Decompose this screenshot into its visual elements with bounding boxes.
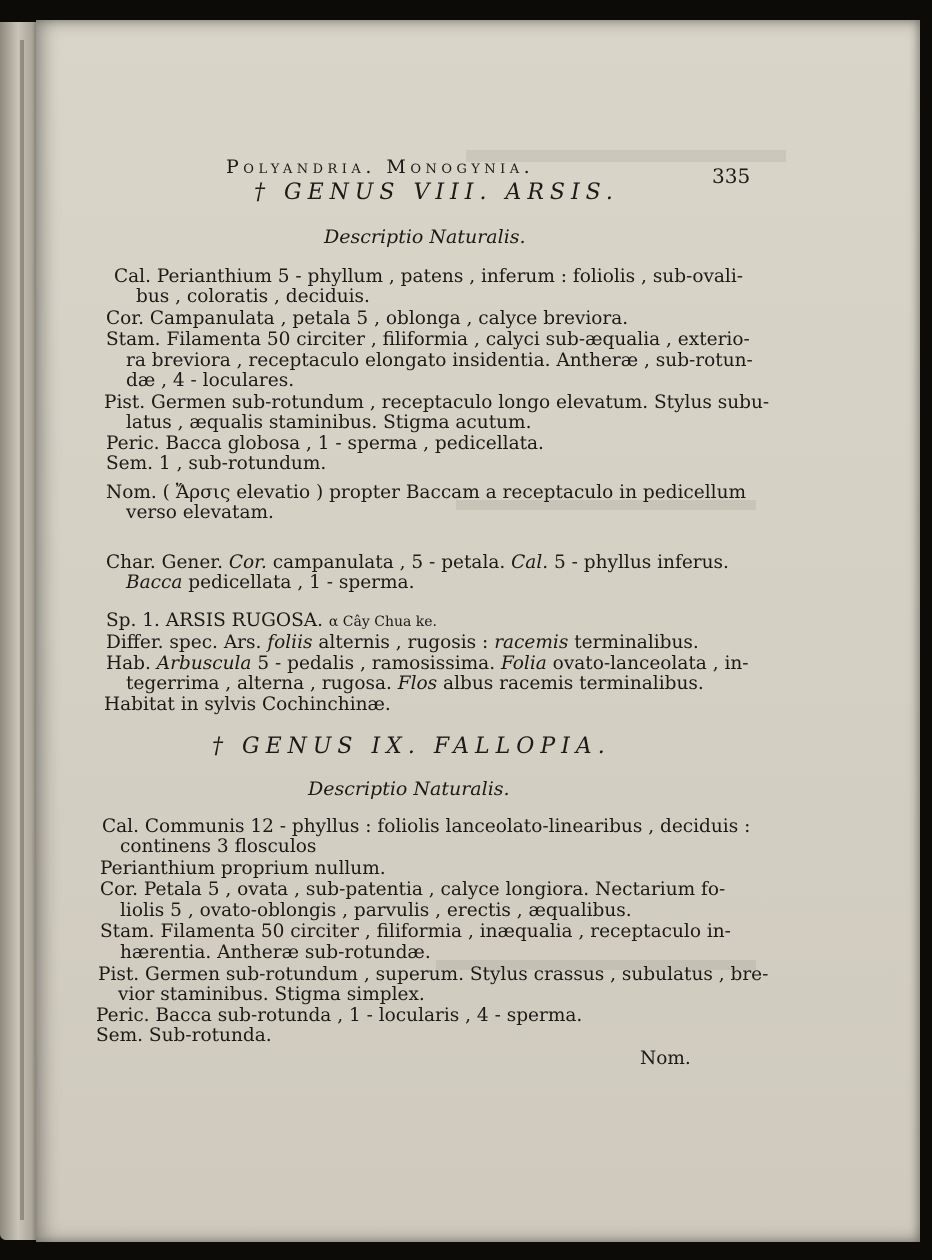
text-line: Sem. 1 , sub-rotundum. bbox=[106, 453, 327, 474]
hab-line bbox=[106, 653, 749, 675]
text-line: Stam. Filamenta 50 circiter , filiformia , calyci sub-æqualia , exterio- bbox=[106, 329, 750, 350]
char-gener-line bbox=[106, 552, 729, 574]
hab-term: Flos bbox=[397, 673, 438, 694]
catchword: Nom. bbox=[640, 1048, 691, 1069]
text-line: Pist. Germen sub-rotundum , superum. Stylus crassus , subulatus , bre- bbox=[98, 964, 769, 985]
species-line bbox=[106, 610, 437, 633]
text-line: dæ , 4 - loculares. bbox=[126, 370, 295, 391]
text-line: hærentia. Antheræ sub-rotundæ. bbox=[120, 942, 431, 963]
differ-term: racemis bbox=[494, 632, 569, 653]
text-line: bus , coloratis , deciduis. bbox=[136, 286, 370, 307]
char-term: Cal. bbox=[511, 552, 549, 573]
facing-page-shadow bbox=[20, 40, 24, 1220]
species-name: Sp. 1. ARSIS RUGOSA. bbox=[106, 610, 324, 631]
habitat-line: Habitat in sylvis Cochinchinæ. bbox=[104, 694, 391, 715]
char-gener-line bbox=[126, 572, 414, 594]
text-line: vior staminibus. Stigma simplex. bbox=[118, 984, 425, 1005]
text-line: ra breviora , receptaculo elongato insidentia. Antheræ , sub-rotun- bbox=[126, 350, 753, 371]
differ-text: terminalibus. bbox=[568, 632, 699, 653]
book-page bbox=[36, 20, 920, 1242]
genus-viii-subtitle: Descriptio Naturalis. bbox=[324, 226, 526, 248]
hab-term: Arbuscula bbox=[156, 653, 252, 674]
species-vernacular: α Cây Chua ke. bbox=[328, 614, 437, 630]
text-line: Peric. Bacca globosa , 1 - sperma , pedicellata. bbox=[106, 433, 544, 454]
differ-term: foliis bbox=[267, 632, 313, 653]
genus-ix-title: † GENUS IX. FALLOPIA. bbox=[212, 734, 611, 759]
text-line: Cor. Petala 5 , ovata , sub-patentia , calyce longiora. Nectarium fo- bbox=[100, 879, 726, 900]
text-line: Cal. Communis 12 - phyllus : foliolis lanceolato-linearibus , deciduis : bbox=[102, 816, 751, 837]
hab-line bbox=[126, 673, 704, 695]
genus-ix-subtitle: Descriptio Naturalis. bbox=[308, 778, 510, 800]
char-label: Char. Gener. bbox=[106, 552, 229, 573]
differ-line bbox=[106, 632, 699, 654]
running-head: Polyandria. Monogynia. bbox=[226, 156, 535, 178]
char-term: Cor. bbox=[228, 552, 267, 573]
char-text: pedicellata , 1 - sperma. bbox=[182, 572, 415, 593]
nom-line: verso elevatam. bbox=[126, 502, 274, 523]
char-text: 5 - phyllus inferus. bbox=[548, 552, 729, 573]
hab-text: albus racemis terminalibus. bbox=[437, 673, 704, 694]
text-line: Cal. Perianthium 5 - phyllum , patens , inferum : foliolis , sub-ovali- bbox=[114, 266, 744, 287]
hab-text: ovato-lanceolata , in- bbox=[546, 653, 749, 674]
differ-text: alternis , rugosis : bbox=[312, 632, 495, 653]
hab-label: Hab. bbox=[106, 653, 157, 674]
hab-text: tegerrima , alterna , rugosa. bbox=[126, 673, 398, 694]
text-line: Sem. Sub-rotunda. bbox=[96, 1025, 272, 1046]
page-number: 335 bbox=[712, 164, 751, 188]
char-text: campanulata , 5 - petala. bbox=[266, 552, 512, 573]
text-line: Stam. Filamenta 50 circiter , filiformia , inæqualia , receptaculo in- bbox=[100, 921, 731, 942]
nom-line: Nom. ( Ἄρσις elevatio ) propter Baccam a receptaculo in pedicellum bbox=[106, 482, 747, 503]
hab-term: Folia bbox=[500, 653, 547, 674]
genus-viii-title: † GENUS VIII. ARSIS. bbox=[254, 180, 619, 205]
hab-text: 5 - pedalis , ramosissima. bbox=[251, 653, 501, 674]
text-line: Cor. Campanulata , petala 5 , oblonga , calyce breviora. bbox=[106, 308, 629, 329]
text-line: liolis 5 , ovato-oblongis , parvulis , erectis , æqualibus. bbox=[120, 900, 632, 921]
text-line: Peric. Bacca sub-rotunda , 1 - locularis , 4 - sperma. bbox=[96, 1005, 583, 1026]
text-line: Perianthium proprium nullum. bbox=[100, 858, 386, 879]
text-line: Pist. Germen sub-rotundum , receptaculo longo elevatum. Stylus subu- bbox=[104, 392, 770, 413]
differ-label: Differ. spec. Ars. bbox=[106, 632, 268, 653]
text-line: latus , æqualis staminibus. Stigma acutum. bbox=[126, 412, 532, 433]
text-line: continens 3 flosculos bbox=[120, 836, 317, 857]
char-term: Bacca bbox=[126, 572, 183, 593]
